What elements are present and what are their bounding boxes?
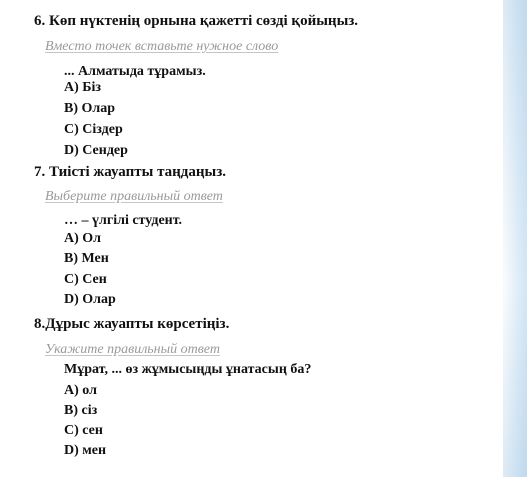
option-d[interactable]: D) Олар xyxy=(64,292,116,307)
question-hint: Вместо точек вставьте нужное слово xyxy=(45,39,279,54)
question-hint: Выберите правильный ответ xyxy=(45,189,223,204)
option-a[interactable]: A) Ол xyxy=(64,231,102,246)
question-stem: Мұрат, ... өз жұмысыңды ұнатасың ба? xyxy=(64,362,312,377)
option-d[interactable]: D) мен xyxy=(64,443,107,458)
question-stem: … – үлгілі студент. xyxy=(64,213,183,228)
option-a[interactable]: A) Біз xyxy=(64,80,102,95)
option-d[interactable]: D) Сендер xyxy=(64,143,128,158)
option-c[interactable]: C) сен xyxy=(64,423,103,438)
question-hint: Укажите правильный ответ xyxy=(45,342,220,357)
option-c[interactable]: C) Сен xyxy=(64,272,107,287)
question-stem: ... Алматыда тұрамыз. xyxy=(64,64,206,79)
option-b[interactable]: B) Мен xyxy=(64,251,109,266)
option-b[interactable]: B) сіз xyxy=(64,403,98,418)
question-title: 8.Дұрыс жауапты көрсетіңіз. xyxy=(34,316,230,332)
decorative-edge xyxy=(503,0,527,477)
option-a[interactable]: A) ол xyxy=(64,383,97,398)
option-c[interactable]: C) Сіздер xyxy=(64,122,123,137)
question-title: 6. Көп нүктенің орнына қажетті сөзді қойыңыз. xyxy=(34,13,359,29)
option-b[interactable]: B) Олар xyxy=(64,101,116,116)
question-title: 7. Тиісті жауапты таңдаңыз. xyxy=(34,164,226,180)
